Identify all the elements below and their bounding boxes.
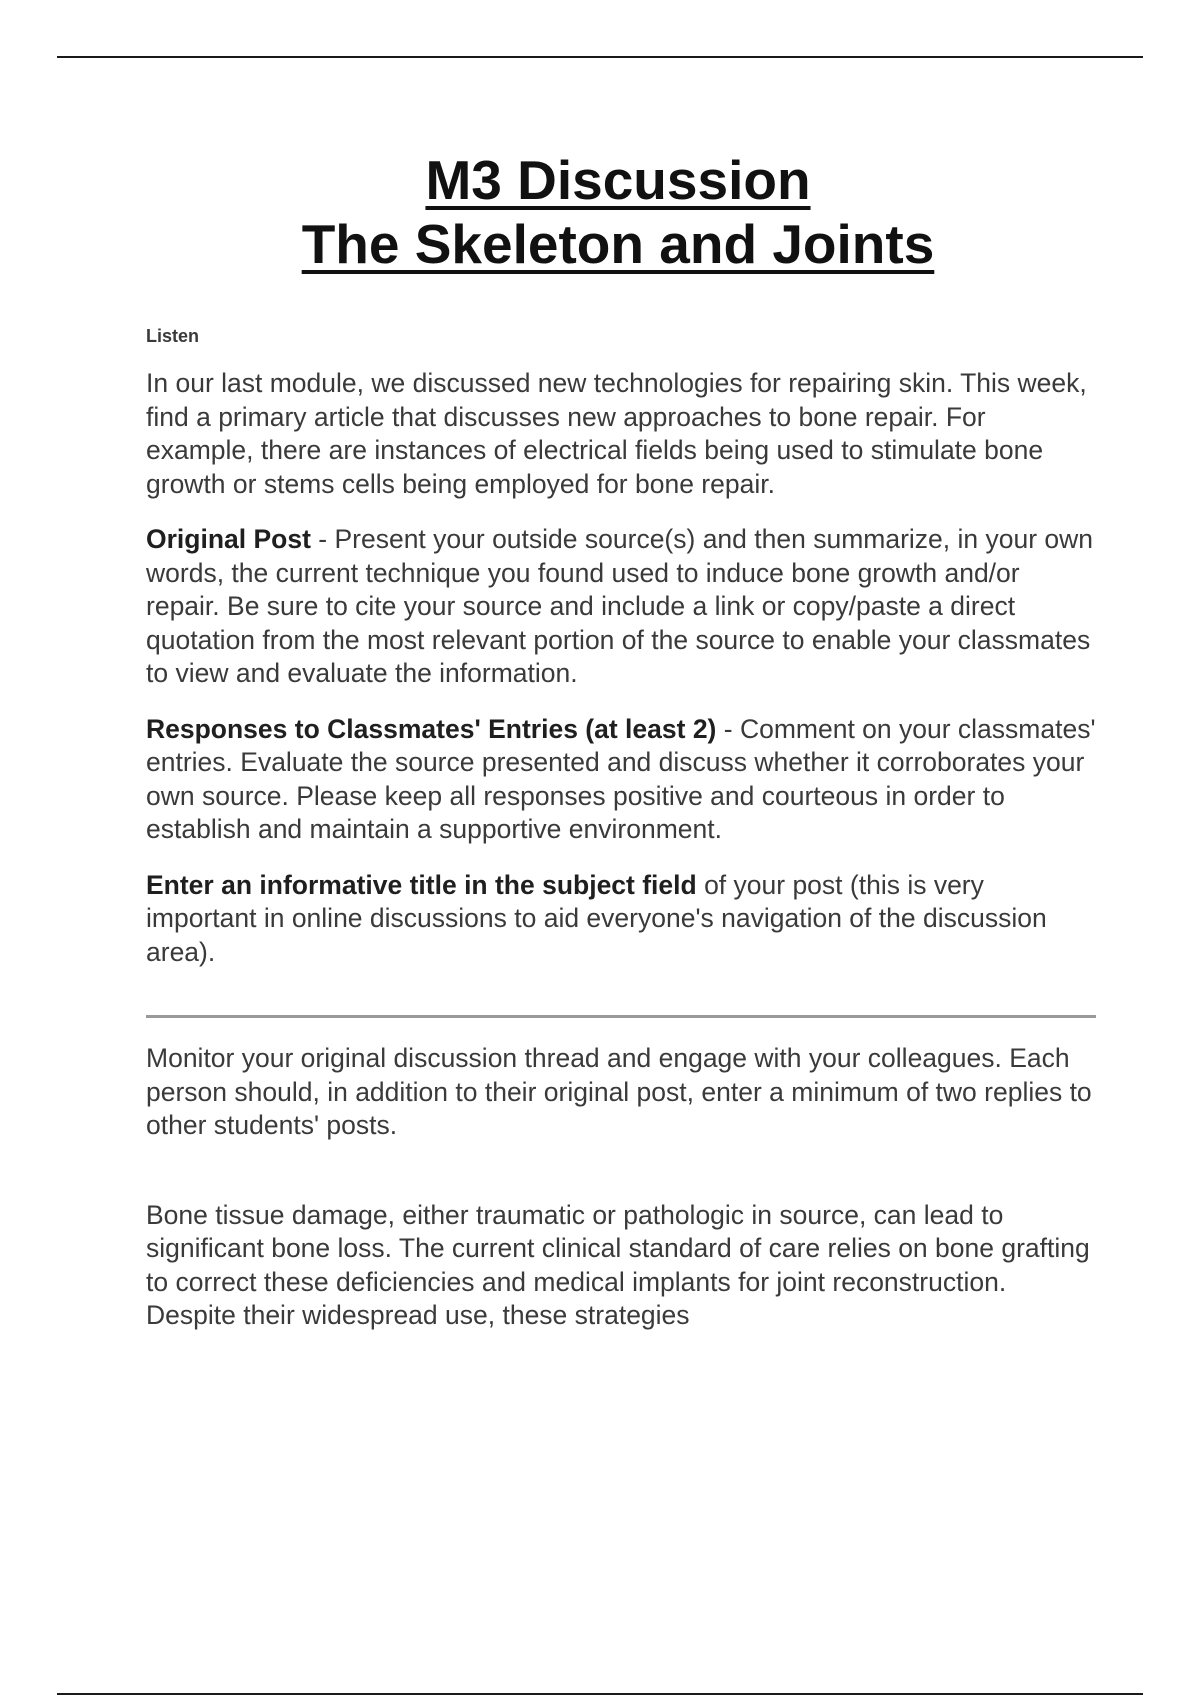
subject-paragraph xyxy=(146,869,1096,970)
original-post-label: Original Post xyxy=(146,524,311,554)
bottom-rule xyxy=(57,1693,1143,1695)
original-post-paragraph xyxy=(146,523,1096,691)
document-body xyxy=(146,325,1096,1355)
subject-label: Enter an informative title in the subject field xyxy=(146,869,697,900)
responses-paragraph xyxy=(146,713,1096,847)
subject-text: of your post (this is very important in online discussions to aid everyone's navigation of the discussion area). xyxy=(146,869,1047,967)
section-divider xyxy=(146,1015,1096,1018)
original-post-text: - Present your outside source(s) and then summarize, in your own words, the current technique you found used to induce bone growth and/or repair. Be sure to cite your source and include a link or copy/paste a direct quotation from the most relevant portion of the source to enable your classmates to view and evaluate the information. xyxy=(146,524,1094,688)
responses-label: Responses to Classmates' Entries (at least 2) xyxy=(146,713,717,744)
intro-paragraph: In our last module, we discussed new technologies for repairing skin. This week, find a primary article that discusses new approaches to bone repair. For example, there are instances of electrical fields being used to stimulate bone growth or stems cells being employed for bone repair. xyxy=(146,368,1087,499)
monitor-paragraph: Monitor your original discussion thread and engage with your colleagues. Each person should, in addition to their original post, enter a minimum of two replies to other students' posts. xyxy=(146,1043,1092,1140)
page-title xyxy=(0,148,1200,276)
answer-paragraph: Bone tissue damage, either traumatic or pathologic in source, can lead to significant bone loss. The current clinical standard of care relies on bone grafting to correct these deficiencies and medical implants for joint reconstruction. Despite their widespread use, these strategies xyxy=(146,1199,1090,1330)
title-line-1: M3 Discussion xyxy=(425,149,811,211)
listen-label[interactable]: Listen xyxy=(146,326,200,346)
responses-text: - Comment on your classmates' entries. Evaluate the source presented and discuss whether it corroborates your own source. Please keep all responses positive and courteous in order to establish and maintain a supportive environment. xyxy=(146,713,1096,844)
top-rule xyxy=(57,56,1143,58)
title-line-2: The Skeleton and Joints xyxy=(301,213,935,275)
